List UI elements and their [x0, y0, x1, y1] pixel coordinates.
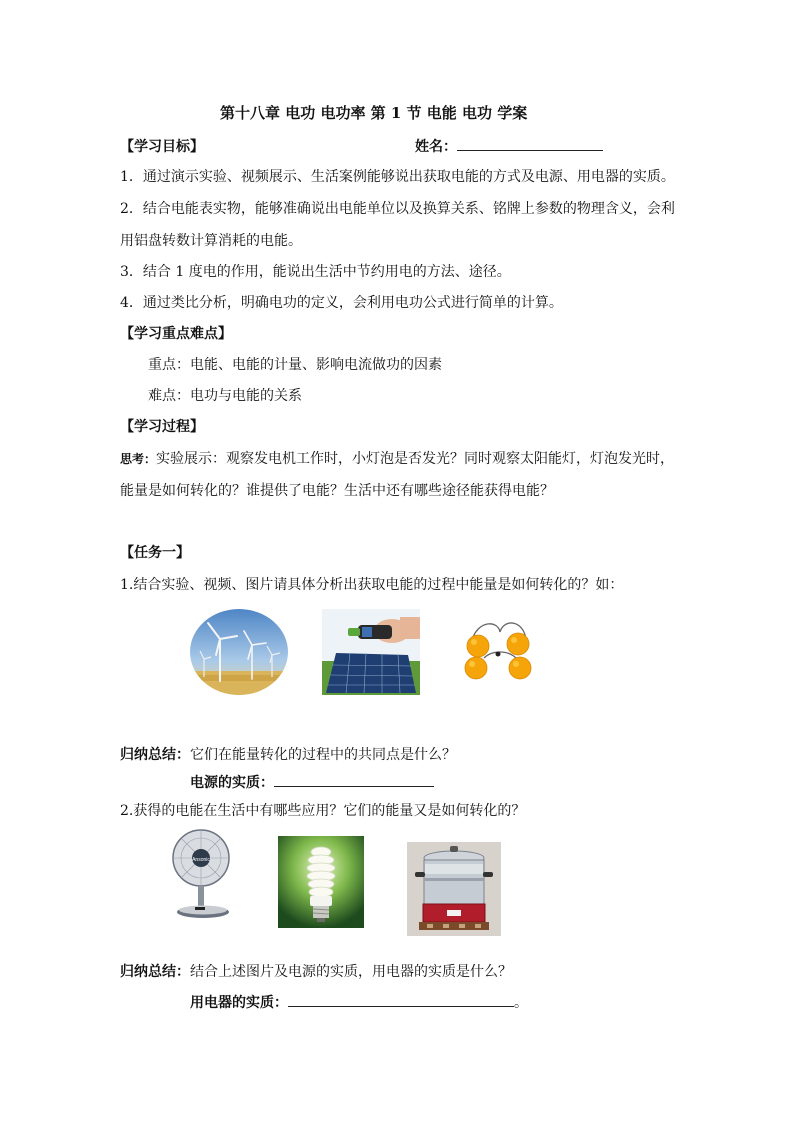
focus-heading: 【学习重点难点】: [120, 326, 232, 342]
think-line-2: 能量是如何转化的？谁提供了电能？生活中还有哪些途径能获得电能？: [120, 483, 554, 499]
electric-steamer-image: [407, 842, 501, 936]
name-field[interactable]: [415, 136, 603, 156]
solar-panel-image: [322, 609, 420, 695]
goal-item-2-cont: 用铝盘转数计算消耗的电能。: [120, 233, 302, 249]
summary-2: [120, 961, 512, 981]
summary-1: [120, 744, 456, 764]
solar-panel-svg: [322, 609, 420, 695]
task1-question-2: 2.获得的电能在生活中有哪些应用？它们的能量又是如何转化的？: [120, 803, 526, 819]
source-essence-label: 电源的实质：: [190, 775, 274, 791]
goal-item-4: 4．通过类比分析，明确电功的定义，会利用电功公式进行简单的计算。: [120, 295, 563, 311]
summary-2-text: 结合上述图片及电源的实质，用电器的实质是什么？: [190, 964, 512, 980]
name-blank[interactable]: [457, 136, 603, 151]
goals-heading: 【学习目标】: [120, 139, 204, 155]
appliance-essence-blank[interactable]: [288, 992, 514, 1007]
think-label: 思考：: [120, 452, 157, 466]
source-essence-field[interactable]: [190, 772, 434, 792]
summary-1-label: 归纳总结：: [120, 747, 190, 763]
electric-steamer-svg: [407, 842, 501, 936]
wind-turbine-image: [190, 609, 288, 695]
electric-fan-svg: [165, 828, 235, 920]
appliance-essence-end: 。: [514, 995, 528, 1011]
fruit-battery-svg: [458, 614, 540, 684]
cfl-bulb-svg: [278, 836, 364, 928]
goal-item-2: 2．结合电能表实物，能够准确说出电能单位以及换算关系、铭牌上参数的物理含义，会利: [120, 201, 675, 217]
name-label: 姓名：: [415, 139, 457, 155]
summary-2-label: 归纳总结：: [120, 964, 190, 980]
task1-heading: 【任务一】: [120, 545, 190, 561]
process-heading: 【学习过程】: [120, 419, 204, 435]
summary-1-text: 它们在能量转化的过程中的共同点是什么？: [190, 747, 456, 763]
fan-brand-text: Ansonic: [192, 857, 210, 863]
task1-question-1: 1.结合实验、视频、图片请具体分析出获取电能的过程中能量是如何转化的？如：: [120, 577, 624, 593]
think-line-1: [120, 448, 674, 468]
electric-fan-image: [165, 828, 235, 920]
cfl-bulb-image: [278, 836, 364, 928]
goal-item-1: 1．通过演示实验、视频展示、生活案例能够说出获取电能的方式及电源、用电器的实质。: [120, 169, 675, 185]
fruit-battery-image: [458, 614, 540, 684]
think-text: 实验展示：观察发电机工作时，小灯泡是否发光？同时观察太阳能灯，灯泡发光时，: [156, 451, 675, 467]
appliance-essence-field[interactable]: [190, 992, 528, 1012]
page-title: 第十八章 电功 电功率 第 1 节 电能 电功 学案: [220, 104, 528, 122]
goal-item-3: 3．结合 1 度电的作用，能说出生活中节约用电的方法、途径。: [120, 264, 511, 280]
source-essence-blank[interactable]: [274, 772, 434, 787]
focus-key: 重点：电能、电能的计量、影响电流做功的因素: [148, 357, 442, 373]
wind-turbine-svg: [190, 609, 288, 695]
focus-difficult: 难点：电功与电能的关系: [148, 388, 302, 404]
appliance-essence-label: 用电器的实质：: [190, 995, 288, 1011]
